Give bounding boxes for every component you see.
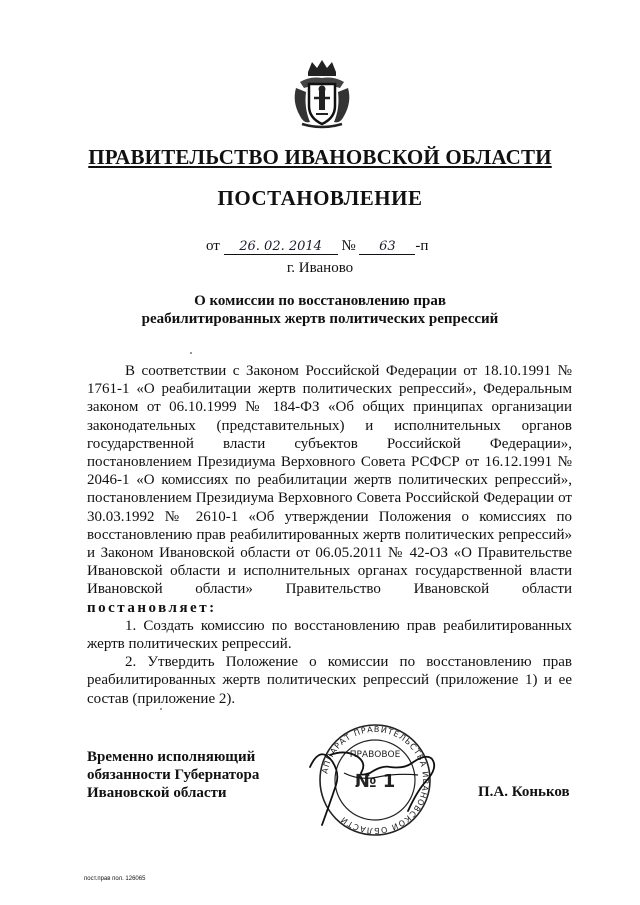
official-seal-with-signature — [300, 715, 450, 845]
government-title: ПРАВИТЕЛЬСТВО ИВАНОВСКОЙ ОБЛАСТИ — [88, 145, 552, 169]
subject-line-1: О комиссии по восстановлению прав — [194, 293, 446, 309]
signer-title — [87, 748, 259, 802]
signer-title-line-1: Временно исполняющий — [87, 749, 256, 765]
number-prefix: № — [341, 238, 356, 254]
subject-line-2: реабилитированных жертв политических репрессий — [141, 311, 499, 327]
document-type: ПОСТАНОВЛЕНИЕ — [217, 186, 423, 210]
signer-title-line-3: Ивановской области — [87, 785, 227, 801]
document-body — [87, 362, 572, 708]
coat-of-arms-emblem — [290, 58, 354, 130]
scan-speck — [160, 708, 162, 710]
city: г. Иваново — [286, 260, 354, 276]
signer-title-line-2: обязанности Губернатора — [87, 767, 260, 783]
signer-name: П.А. Коньков — [478, 784, 570, 800]
item-2: 2. Утвердить Положение о комиссии по восстановлению прав реабилитированных жертв политических репрессий (приложение 1) и ее состав (приложение 2). — [87, 654, 572, 707]
resolves-word: постановляет: — [87, 599, 217, 616]
document-number: 63 — [359, 239, 415, 255]
seal-top-text: ПРАВОВОЕ — [349, 750, 401, 760]
preamble-paragraph — [87, 362, 572, 617]
seal-number: № 1 — [354, 771, 396, 792]
document-subject — [100, 292, 540, 328]
footer-note: пост.прав пол. 126065 — [84, 876, 146, 882]
number-suffix: -п — [415, 238, 429, 254]
seal-ring-text: АППАРАТ ПРАВИТЕЛЬСТВА ИВАНОВСКОЙ ОБЛАСТИ — [320, 724, 431, 836]
date-prefix: от — [206, 238, 220, 254]
item-1: 1. Создать комиссию по восстановлению прав реабилитированных жертв политических репрессий. — [87, 617, 572, 653]
preamble-text: В соответствии с Законом Российской Федерации от 18.10.1991 № 1761-1 «О реабилитации жертв политических репрессий», Федеральным законом от 06.10.1999 № 184-ФЗ «Об общих принципах организации законодательных (представительных) и исполнительных органов государственной власти субъектов Российской Федерации», постановлением Президиума Верховного Совета РСФСР от 16.12.1991 № 2046-1 «О комиссиях по реабилитации жертв политических репрессий», постановлением Президиума Верховного Совета Российской Федерации от 30.03.1992 № 2610-1 «Об утверждении Положения о комиссиях по восстановлению прав реабилитированных жертв политических репрессий» и Законом Ивановской области от 06.05.2011 № 42-ОЗ «О Правительстве Ивановской области и исполнительных органах государственной власти Ивановской области» Правительство Ивановской области — [87, 363, 572, 598]
document-date: 26. 02. 2014 — [224, 239, 338, 255]
scan-speck — [190, 352, 192, 354]
date-number-line — [206, 238, 428, 255]
